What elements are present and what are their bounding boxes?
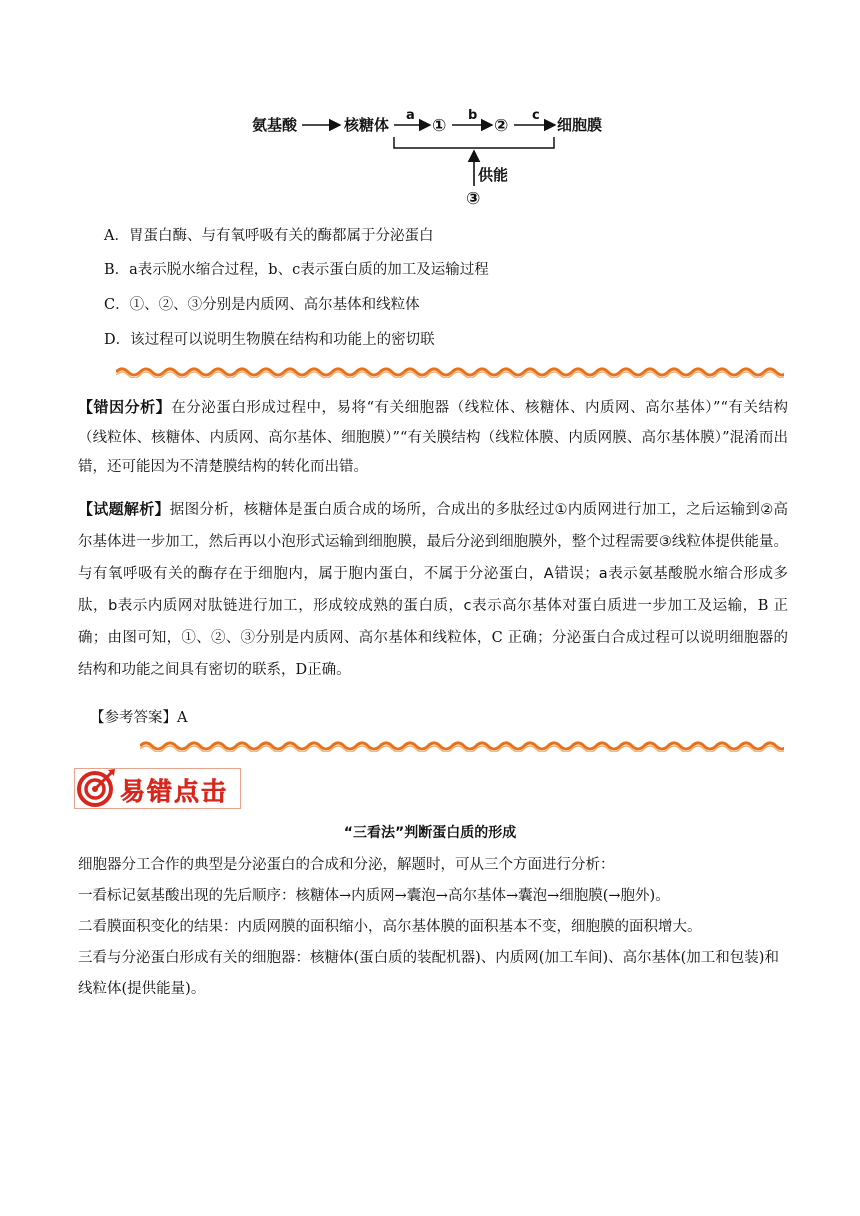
- amino-acid-label: 氨基酸: [252, 116, 298, 134]
- tips-look-1: 一看标记氨基酸出现的先后顺序：核糖体→内质网→囊泡→高尔基体→囊泡→细胞膜(→胞外)。: [78, 888, 670, 904]
- energy-bracket: [394, 137, 554, 148]
- step-2: ②: [494, 116, 509, 136]
- wavy-divider: [116, 366, 784, 378]
- tips-look-2: 二看膜面积变化的结果：内质网膜的面积缩小，高尔基体膜的面积基本不变，细胞膜的面积增大。: [78, 919, 702, 935]
- tips-title: “三看法”判断蛋白质的形成: [343, 825, 517, 841]
- label-a: a: [406, 108, 415, 123]
- option-c: C．①、②、③分别是内质网、高尔基体和线粒体: [104, 297, 420, 313]
- tips-intro: 细胞器分工合作的典型是分泌蛋白的合成和分泌，解题时，可从三个方面进行分析：: [78, 857, 615, 873]
- error-analysis: [78, 393, 788, 483]
- solution-tag: 【试题解析】: [78, 500, 170, 518]
- solution-normal-text: 一步加工及运输，B 正确；由图可知，①、②、③分别是内质网、高尔基体和线粒体，C 正确；分泌蛋白合成过程可以说明细胞器的结构和功能之间具有密切的联系，D正确。: [78, 598, 788, 678]
- tips-look-3: 三看与分泌蛋白形成有关的细胞器：核糖体(蛋白质的装配机器)、内质网(加工车间)、高尔基体(加工和包装)和线粒体(提供能量)。: [78, 950, 779, 997]
- step-3: ③: [466, 189, 481, 209]
- ribosome-label: 核糖体: [344, 116, 390, 134]
- banner-title: 易错点击: [120, 777, 229, 806]
- error-analysis-tag: 【错因分析】: [78, 398, 172, 416]
- energy-label: 供能: [478, 166, 509, 184]
- label-b: b: [468, 108, 478, 123]
- option-a: A．胃蛋白酶、与有氧呼吸有关的酶都属于分泌蛋白: [104, 228, 434, 244]
- tips-body: [78, 850, 788, 1005]
- option-b: B．a表示脱水缩合过程，b、c表示蛋白质的加工及运输过程: [104, 262, 489, 278]
- answer-value: A: [177, 710, 188, 726]
- error-analysis-text: 在分泌蛋白形成过程中，易将“有关细胞器（线粒体、核糖体、内质网、高尔基体）”“有关结构（线粒体、核糖体、内质网、高尔基体、细胞膜）”“有关膜结构（线粒体膜、内质网膜、高尔基体膜）”混淆而出错，还可能因为不清楚膜结构的转化而出错。: [78, 400, 788, 475]
- option-d: D．该过程可以说明生物膜在结构和功能上的密切联: [104, 332, 435, 348]
- answer: [90, 706, 187, 727]
- solution-bold-text: 据图分析，核糖体是蛋白质合成的场所，合成出的多肽经过①内质网进行加工，之后运输到②高尔基体进一步加工，然后再以小泡形式运输到细胞膜，最后分泌到细胞膜外，整个过程需要③线粒体提供能量。与有氧呼吸有关的酶存在于细胞内，属于胞内蛋白，不属于分泌蛋白，A错误；a表示氨基酸脱水缩合形成多肽，b表示内质网对肽链进行加工，形成较成熟的蛋白质，c表示高尔基体对蛋白质进: [78, 502, 788, 614]
- wavy-divider: [140, 740, 784, 752]
- secretory-protein-pathway-diagram: [250, 104, 620, 214]
- answer-tag: 【参考答案】: [90, 710, 177, 726]
- error-prone-banner: [74, 766, 242, 810]
- solution: [78, 494, 788, 686]
- cell-membrane-label: 细胞膜: [557, 116, 603, 134]
- step-1: ①: [432, 116, 447, 136]
- label-c: c: [532, 108, 540, 123]
